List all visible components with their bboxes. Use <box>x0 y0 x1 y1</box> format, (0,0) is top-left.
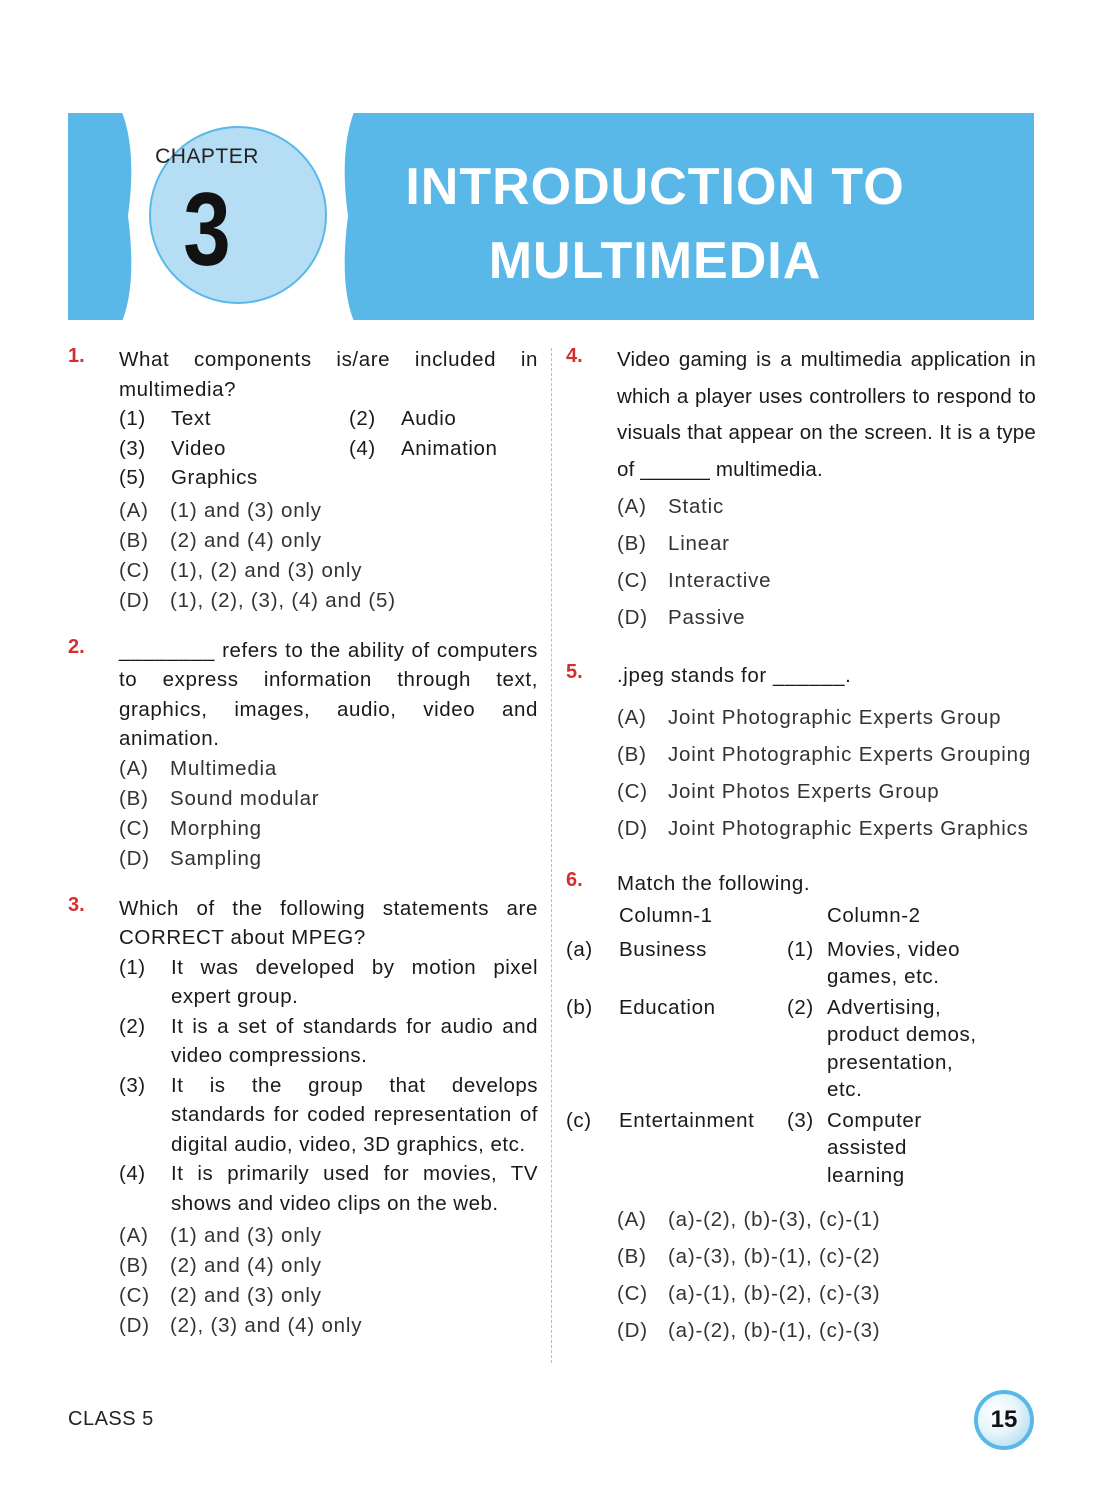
option-c[interactable] <box>617 1275 1036 1312</box>
option-list <box>617 699 1036 847</box>
class-label: CLASS 5 <box>68 1408 154 1430</box>
statement-text: Animation <box>401 436 498 460</box>
option-label: (C) <box>119 558 150 582</box>
option-list <box>119 496 538 616</box>
option-label: (D) <box>119 588 150 612</box>
statement-text: It is primarily used for movies, TV shows and video clips on the web. <box>171 1162 538 1215</box>
chapter-title <box>330 150 980 298</box>
question-6 <box>566 869 1036 1350</box>
option-d[interactable] <box>119 844 538 874</box>
statement-text: It is a set of standards for audio and video compressions. <box>171 1014 538 1067</box>
option-label: (B) <box>617 1245 647 1268</box>
option-label: (B) <box>119 528 149 552</box>
match-left-label: (c) <box>566 1108 592 1132</box>
statement <box>349 404 589 434</box>
match-table <box>566 902 1036 1189</box>
option-a[interactable] <box>617 488 1036 525</box>
question-2 <box>68 636 538 874</box>
option-label: (C) <box>617 569 648 592</box>
statement-label: (1) <box>119 955 146 979</box>
option-label: (D) <box>617 606 648 629</box>
option-d[interactable] <box>617 599 1036 636</box>
match-header <box>566 902 1036 930</box>
question-text: Match the following. <box>617 871 811 895</box>
statement-text: It is the group that develops standards for coded representation of digital audio, video, 3D graphics, etc. <box>171 1073 538 1156</box>
option-label: (A) <box>119 756 149 780</box>
option-b[interactable] <box>617 736 1036 773</box>
statement-label: (2) <box>119 1014 146 1038</box>
question-1 <box>68 345 538 616</box>
statement <box>349 434 589 464</box>
option-label: (D) <box>119 1314 150 1337</box>
option-label: (B) <box>617 742 647 766</box>
statement <box>119 953 538 1012</box>
match-right-label: (2) <box>787 995 814 1019</box>
option-list <box>119 1221 538 1341</box>
option-text: Static <box>668 495 725 518</box>
column-2-header: Column-2 <box>827 904 921 927</box>
option-text: (2) and (4) only <box>170 528 322 552</box>
option-c[interactable] <box>617 562 1036 599</box>
statement-text: Audio <box>401 407 457 430</box>
option-text: Interactive <box>668 569 772 592</box>
option-c[interactable] <box>119 814 538 844</box>
left-column <box>68 345 538 1341</box>
option-label: (D) <box>617 816 648 840</box>
match-left-text: Education <box>619 995 716 1019</box>
option-label: (A) <box>119 1224 149 1247</box>
option-text: (a)-(3), (b)-(1), (c)-(2) <box>668 1245 881 1268</box>
option-label: (B) <box>119 1254 149 1277</box>
option-c[interactable] <box>119 556 538 586</box>
option-label: (B) <box>119 786 149 810</box>
option-label: (A) <box>617 495 647 518</box>
statement-label: (5) <box>119 466 146 489</box>
option-label: (D) <box>119 846 150 870</box>
option-b[interactable] <box>119 784 538 814</box>
option-text: (a)-(2), (b)-(3), (c)-(1) <box>668 1208 881 1231</box>
match-row <box>566 994 1036 1104</box>
question-text: What components is/are included in multimedia? <box>119 348 538 401</box>
statement <box>119 1071 538 1160</box>
question-text: .jpeg stands for ______. <box>617 664 852 687</box>
option-c[interactable] <box>617 773 1036 810</box>
option-text: (1) and (3) only <box>170 498 322 522</box>
option-d[interactable] <box>119 586 538 616</box>
statement-list <box>119 404 538 493</box>
chapter-title-line2: MULTIMEDIA <box>488 232 822 290</box>
page-number: 15 <box>974 1390 1034 1450</box>
option-a[interactable] <box>119 754 538 784</box>
option-text: Joint Photographic Experts Graphics <box>668 816 1029 840</box>
statement <box>119 463 349 493</box>
option-label: (A) <box>119 498 149 522</box>
option-a[interactable] <box>119 1221 538 1251</box>
statement-label: (2) <box>349 407 376 430</box>
statement-text: Graphics <box>171 466 258 489</box>
option-b[interactable] <box>119 1251 538 1281</box>
match-right-text: Movies, video games, etc. <box>827 937 961 988</box>
question-number: 6. <box>566 868 583 891</box>
match-row <box>566 936 1036 991</box>
match-right-label: (1) <box>787 937 814 961</box>
chapter-title-line1: INTRODUCTION TO <box>405 158 905 216</box>
option-text: Sampling <box>170 846 262 870</box>
option-text: (2) and (4) only <box>170 1254 322 1277</box>
match-right-text: Advertising, product demos, presentation, etc. <box>827 995 977 1101</box>
match-left-text: Entertainment <box>619 1108 755 1132</box>
question-text: ________ refers to the ability of computers to express information through text, graphics, images, audio, video and animation. <box>119 638 538 750</box>
column-divider <box>551 348 552 1363</box>
option-label: (D) <box>617 1319 648 1342</box>
option-label: (C) <box>119 1284 150 1307</box>
option-text: (1), (2), (3), (4) and (5) <box>170 588 396 612</box>
option-a[interactable] <box>617 699 1036 736</box>
chapter-number: 3 <box>183 172 231 288</box>
option-text: (1), (2) and (3) only <box>170 558 363 582</box>
option-label: (C) <box>617 779 648 803</box>
match-left-label: (b) <box>566 995 593 1019</box>
statement-label: (4) <box>119 1162 146 1185</box>
option-text: Morphing <box>170 816 262 840</box>
option-text: (a)-(1), (b)-(2), (c)-(3) <box>668 1282 881 1305</box>
right-column <box>566 345 1036 1349</box>
option-label: (C) <box>617 1282 648 1305</box>
option-text: (2) and (3) only <box>170 1284 322 1307</box>
option-a[interactable] <box>119 496 538 526</box>
question-number: 3. <box>68 893 85 916</box>
statement-label: (3) <box>119 1073 146 1097</box>
statement-label: (1) <box>119 407 146 430</box>
statement <box>119 434 349 464</box>
option-text: Joint Photographic Experts Group <box>668 705 1002 729</box>
option-label: (C) <box>119 816 150 840</box>
question-number: 4. <box>566 345 583 367</box>
match-left-label: (a) <box>566 937 593 961</box>
option-label: (B) <box>617 532 647 555</box>
option-list <box>119 754 538 874</box>
question-4 <box>566 342 1036 636</box>
option-d[interactable] <box>119 1311 538 1341</box>
match-right-text: Computer assisted learning <box>827 1108 922 1187</box>
option-text: Multimedia <box>170 756 278 780</box>
option-d[interactable] <box>617 1312 1036 1349</box>
question-text: Video gaming is a multimedia application in which a player uses controllers to respond to visuals that appear on the screen. It is a type of ______ multimedia. <box>617 348 1036 481</box>
question-text: Which of the following statements are CORRECT about MPEG? <box>119 896 538 949</box>
statement <box>119 1159 538 1218</box>
option-d[interactable] <box>617 810 1036 847</box>
question-number: 5. <box>566 661 583 683</box>
question-3 <box>68 894 538 1342</box>
option-a[interactable] <box>617 1201 1036 1238</box>
statement <box>119 404 349 434</box>
option-text: (a)-(2), (b)-(1), (c)-(3) <box>668 1319 881 1342</box>
option-text: Joint Photographic Experts Grouping <box>668 742 1032 766</box>
statement-label: (3) <box>119 436 146 460</box>
statement-text: Video <box>171 436 227 460</box>
option-text: Linear <box>668 532 730 555</box>
option-b[interactable] <box>617 525 1036 562</box>
match-right-label: (3) <box>787 1108 814 1132</box>
statement-text: It was developed by motion pixel expert group. <box>171 955 538 1008</box>
option-text: Sound modular <box>170 786 320 810</box>
option-text: Joint Photos Experts Group <box>668 779 940 803</box>
column-1-header: Column-1 <box>619 904 713 927</box>
option-list <box>617 1201 1036 1349</box>
option-label: (A) <box>617 1208 647 1231</box>
question-5 <box>566 661 1036 847</box>
option-text: (1) and (3) only <box>170 1224 322 1247</box>
option-label: (A) <box>617 705 647 729</box>
option-text: Passive <box>668 606 746 629</box>
question-number: 1. <box>68 345 85 367</box>
match-left-text: Business <box>619 937 707 961</box>
chapter-label: CHAPTER <box>155 145 259 168</box>
option-b[interactable] <box>617 1238 1036 1275</box>
option-list <box>617 488 1036 636</box>
option-b[interactable] <box>119 526 538 556</box>
option-text: (2), (3) and (4) only <box>170 1314 363 1337</box>
question-number: 2. <box>68 635 85 658</box>
match-row <box>566 1107 1036 1190</box>
statement <box>119 1012 538 1071</box>
statement-label: (4) <box>349 436 376 460</box>
option-c[interactable] <box>119 1281 538 1311</box>
statement-text: Text <box>171 407 211 430</box>
